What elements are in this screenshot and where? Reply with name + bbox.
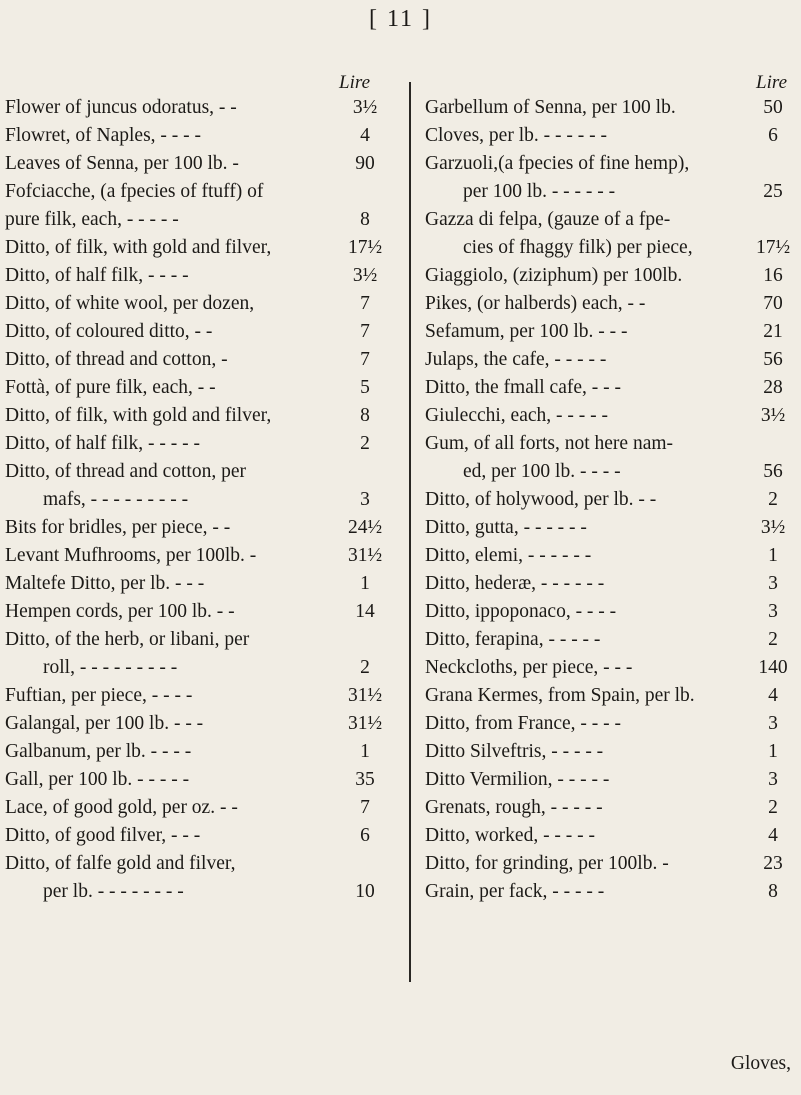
- item-price: 3: [360, 489, 370, 510]
- price-row: [425, 94, 797, 122]
- price-row: [5, 850, 395, 878]
- price-row: [5, 346, 395, 374]
- item-description: Flower of juncus odoratus, - -: [5, 97, 237, 118]
- price-row: [425, 234, 797, 262]
- catchword: Gloves,: [730, 1053, 791, 1074]
- price-row: [425, 710, 797, 738]
- price-row: [5, 318, 395, 346]
- item-price: 7: [360, 797, 370, 818]
- item-price: 31½: [347, 685, 383, 706]
- item-price: 6: [768, 125, 778, 146]
- item-price: 2: [360, 433, 370, 454]
- item-price: 3½: [760, 517, 786, 538]
- price-row: [425, 738, 797, 766]
- item-description: Fofciacche, (a fpecies of ftuff) of: [5, 181, 264, 202]
- price-row: [5, 94, 395, 122]
- price-row: [425, 206, 797, 234]
- price-row: [425, 402, 797, 430]
- item-description: Ditto, ferapina, - - - - -: [425, 629, 601, 650]
- item-price: 3½: [352, 265, 378, 286]
- price-row: [425, 626, 797, 654]
- item-price: 3: [768, 769, 778, 790]
- price-row: [5, 878, 395, 906]
- price-row: [5, 570, 395, 598]
- item-description: Ditto, of white wool, per dozen,: [5, 293, 255, 314]
- item-price: 3½: [352, 97, 378, 118]
- item-description: Garbellum of Senna, per 100 lb.: [425, 97, 676, 118]
- item-description: Bits for bridles, per piece, - -: [5, 517, 231, 538]
- item-description: Ditto, worked, - - - - -: [425, 825, 596, 846]
- right-column: [425, 72, 797, 906]
- price-row: [425, 850, 797, 878]
- price-row: [5, 598, 395, 626]
- left-column: [5, 72, 395, 906]
- item-description: Grana Kermes, from Spain, per lb.: [425, 685, 695, 706]
- item-description: Ditto, of holywood, per lb. - -: [425, 489, 657, 510]
- item-price: 4: [768, 685, 778, 706]
- price-row: [5, 654, 395, 682]
- price-row: [5, 374, 395, 402]
- item-price: 50: [763, 97, 783, 118]
- price-row: [5, 150, 395, 178]
- item-price: 23: [763, 853, 783, 874]
- item-description: Flowret, of Naples, - - - -: [5, 125, 202, 146]
- item-price: 14: [355, 601, 375, 622]
- item-description: Leaves of Senna, per 100 lb. -: [5, 153, 239, 174]
- item-description: Ditto, of good filver, - - -: [5, 825, 201, 846]
- item-price: 35: [355, 769, 375, 790]
- item-price: 16: [763, 265, 783, 286]
- item-price: 4: [360, 125, 370, 146]
- item-description: Maltefe Ditto, per lb. - - -: [5, 573, 205, 594]
- item-description: Ditto, from France, - - - -: [425, 713, 622, 734]
- item-description: Ditto, of thread and cotton, per: [5, 461, 246, 482]
- price-row: [425, 122, 797, 150]
- item-price: 17½: [347, 237, 383, 258]
- item-description: ed, per 100 lb. - - - -: [463, 461, 621, 482]
- price-row: [425, 542, 797, 570]
- item-price: 7: [360, 349, 370, 370]
- item-price: 1: [768, 545, 778, 566]
- item-price: 17½: [755, 237, 791, 258]
- item-description: Garzuoli,(a fpecies of fine hemp),: [425, 153, 690, 174]
- item-price: 6: [360, 825, 370, 846]
- item-description: Giaggiolo, (ziziphum) per 100lb.: [425, 265, 683, 286]
- item-description: Ditto, for grinding, per 100lb. -: [425, 853, 669, 874]
- item-price: 2: [768, 797, 778, 818]
- price-row: [5, 402, 395, 430]
- price-row: [5, 206, 395, 234]
- page-number: [ 11 ]: [368, 6, 433, 32]
- price-row: [425, 570, 797, 598]
- item-description: Giulecchi, each, - - - - -: [425, 405, 608, 426]
- price-row: [425, 486, 797, 514]
- item-description: Ditto, of filk, with gold and filver,: [5, 237, 272, 258]
- price-row: [425, 262, 797, 290]
- item-price: 1: [768, 741, 778, 762]
- item-description: Ditto, of coloured ditto, - -: [5, 321, 213, 342]
- item-price: 2: [768, 629, 778, 650]
- item-price: 5: [360, 377, 370, 398]
- price-row: [5, 822, 395, 850]
- item-description: per 100 lb. - - - - - -: [463, 181, 616, 202]
- price-row: [5, 234, 395, 262]
- item-price: 1: [360, 741, 370, 762]
- column-divider: [409, 82, 411, 982]
- item-description: Ditto, of half filk, - - - -: [5, 265, 189, 286]
- item-description: Gum, of all forts, not here nam-: [425, 433, 674, 454]
- item-price: 4: [768, 825, 778, 846]
- price-row: [425, 598, 797, 626]
- item-price: 24½: [347, 517, 383, 538]
- right-column-rows: [425, 94, 797, 906]
- price-row: [425, 178, 797, 206]
- item-price: 2: [768, 489, 778, 510]
- price-row: [425, 318, 797, 346]
- item-price: 8: [360, 405, 370, 426]
- item-description: Pikes, (or halberds) each, - -: [425, 293, 646, 314]
- item-description: Levant Mufhrooms, per 100lb. -: [5, 545, 257, 566]
- item-description: cies of fhaggy filk) per piece,: [463, 237, 693, 258]
- item-price: 25: [763, 181, 783, 202]
- price-row: [425, 290, 797, 318]
- item-description: Ditto, hederæ, - - - - - -: [425, 573, 605, 594]
- item-price: 31½: [347, 713, 383, 734]
- price-row: [5, 626, 395, 654]
- item-description: roll, - - - - - - - - -: [43, 657, 178, 678]
- left-column-rows: [5, 94, 395, 906]
- item-price: 140: [758, 657, 788, 678]
- item-description: Cloves, per lb. - - - - - -: [425, 125, 607, 146]
- price-row: [5, 738, 395, 766]
- item-description: Ditto, elemi, - - - - - -: [425, 545, 592, 566]
- item-price: 1: [360, 573, 370, 594]
- price-row: [425, 794, 797, 822]
- item-description: Fottà, of pure filk, each, - -: [5, 377, 216, 398]
- price-row: [5, 794, 395, 822]
- item-description: Julaps, the cafe, - - - - -: [425, 349, 607, 370]
- item-description: Lace, of good gold, per oz. - -: [5, 797, 238, 818]
- price-row: [425, 430, 797, 458]
- item-description: Grenats, rough, - - - - -: [425, 797, 603, 818]
- item-description: Ditto, gutta, - - - - - -: [425, 517, 587, 538]
- item-description: Neckcloths, per piece, - - -: [425, 657, 633, 678]
- item-description: Ditto Vermilion, - - - - -: [425, 769, 610, 790]
- item-description: per lb. - - - - - - - -: [43, 881, 184, 902]
- price-row: [425, 374, 797, 402]
- item-description: Ditto, ippoponaco, - - - -: [425, 601, 617, 622]
- price-row: [425, 150, 797, 178]
- item-description: Grain, per fack, - - - - -: [425, 881, 605, 902]
- price-row: [425, 822, 797, 850]
- item-description: Ditto, of the herb, or libani, per: [5, 629, 250, 650]
- item-description: Sefamum, per 100 lb. - - -: [425, 321, 628, 342]
- price-row: [425, 514, 797, 542]
- item-price: 31½: [347, 545, 383, 566]
- item-price: 8: [360, 209, 370, 230]
- item-price: 3: [768, 713, 778, 734]
- price-row: [425, 682, 797, 710]
- price-row: [5, 262, 395, 290]
- price-row: [425, 346, 797, 374]
- item-description: Galangal, per 100 lb. - - -: [5, 713, 204, 734]
- price-row: [5, 542, 395, 570]
- item-price: 56: [763, 461, 783, 482]
- right-column-header: Lire: [756, 72, 787, 93]
- price-row: [5, 290, 395, 318]
- price-row: [5, 122, 395, 150]
- item-price: 3: [768, 601, 778, 622]
- item-description: mafs, - - - - - - - - -: [43, 489, 189, 510]
- item-description: Gazza di felpa, (gauze of a fpe-: [425, 209, 671, 230]
- price-row: [5, 486, 395, 514]
- item-price: 10: [355, 881, 375, 902]
- price-row: [425, 654, 797, 682]
- price-row: [5, 682, 395, 710]
- item-price: 21: [763, 321, 783, 342]
- price-row: [5, 514, 395, 542]
- item-price: 28: [763, 377, 783, 398]
- price-row: [425, 878, 797, 906]
- item-price: 8: [768, 881, 778, 902]
- item-description: Galbanum, per lb. - - - -: [5, 741, 192, 762]
- price-row: [5, 178, 395, 206]
- item-description: Ditto, the fmall cafe, - - -: [425, 377, 621, 398]
- price-row: [425, 458, 797, 486]
- item-price: 3: [768, 573, 778, 594]
- item-price: 7: [360, 321, 370, 342]
- item-price: 2: [360, 657, 370, 678]
- price-row: [5, 430, 395, 458]
- item-description: pure filk, each, - - - - -: [5, 209, 179, 230]
- item-price: 56: [763, 349, 783, 370]
- price-row: [5, 766, 395, 794]
- item-description: Ditto Silveftris, - - - - -: [425, 741, 604, 762]
- item-description: Ditto, of filk, with gold and filver,: [5, 405, 272, 426]
- price-row: [425, 766, 797, 794]
- price-row: [5, 458, 395, 486]
- price-row: [5, 710, 395, 738]
- item-price: 70: [763, 293, 783, 314]
- item-price: 3½: [760, 405, 786, 426]
- item-description: Ditto, of half filk, - - - - -: [5, 433, 200, 454]
- item-description: Gall, per 100 lb. - - - - -: [5, 769, 190, 790]
- item-price: 7: [360, 293, 370, 314]
- item-description: Ditto, of falfe gold and filver,: [5, 853, 236, 874]
- item-description: Ditto, of thread and cotton, -: [5, 349, 228, 370]
- item-description: Fuftian, per piece, - - - -: [5, 685, 193, 706]
- item-description: Hempen cords, per 100 lb. - -: [5, 601, 235, 622]
- item-price: 90: [355, 153, 375, 174]
- left-column-header: Lire: [339, 72, 370, 93]
